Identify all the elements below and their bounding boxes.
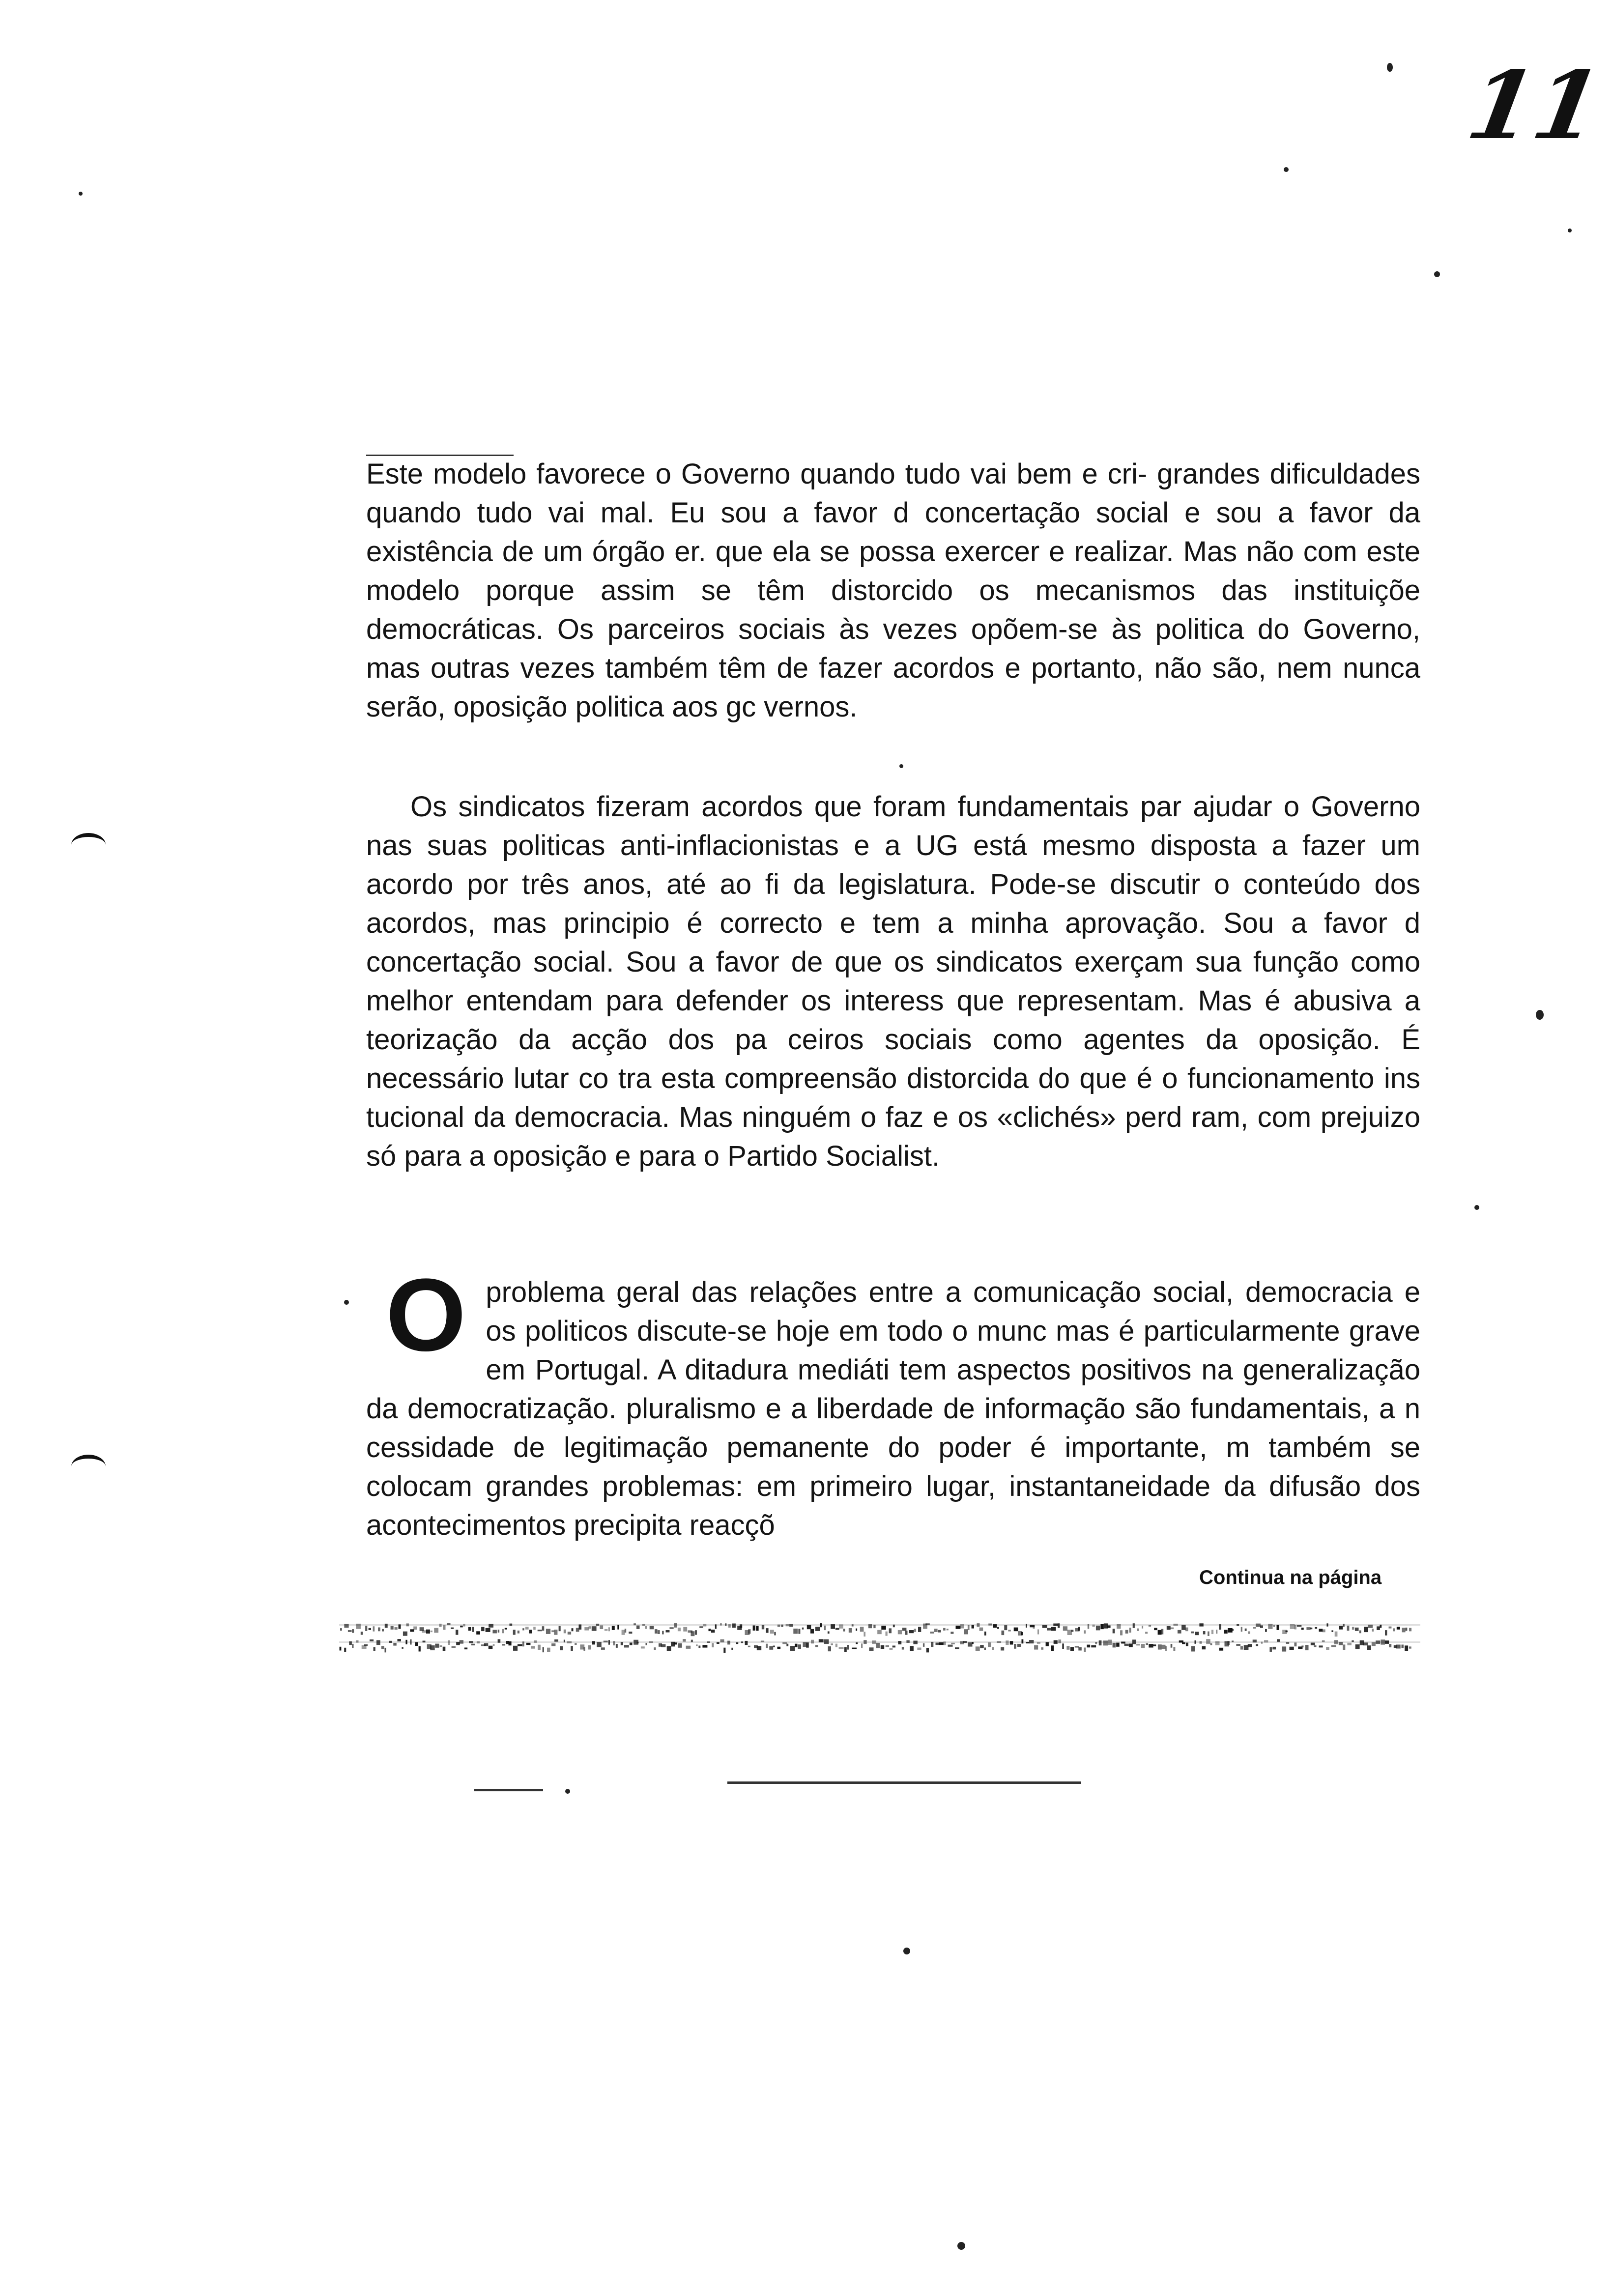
scan-noise-band (339, 1619, 1420, 1654)
scan-speck (1474, 1205, 1479, 1210)
scan-speck (1568, 229, 1572, 232)
scan-speck (565, 1789, 570, 1794)
scan-rule-top (366, 455, 514, 456)
scan-mark-left-1 (71, 833, 106, 857)
scan-speck (1387, 63, 1393, 72)
scan-speck (1536, 1010, 1544, 1020)
scan-mark-left-2 (71, 1455, 106, 1478)
scan-rule-bottom (727, 1781, 1081, 1784)
scan-speck (79, 192, 83, 196)
scan-speck (899, 764, 903, 768)
article-paragraph-1 (366, 455, 1420, 726)
drop-cap-initial: O (386, 1257, 466, 1373)
scan-speck (344, 1300, 349, 1305)
continuation-note: Continua na página (1199, 1567, 1382, 1588)
paragraph-text: problema geral das relações entre a comunicação social, democracia e os politicos discute-se hoje em todo o munc mas é particularmente grave em Portugal. A ditadura mediáti tem aspectos positivos na generalização da democratização. pluralismo e a liberdade de informação são fundamentais, a n cessidade de legitimação pemanente do poder é importante, m também se colocam grandes problemas: em primeiro lugar, instantaneidade da difusão dos acontecimentos precipita reacçõ (366, 1276, 1420, 1541)
page-number: 11 (1460, 51, 1610, 160)
scan-speck (957, 2242, 965, 2250)
scan-speck (1434, 271, 1440, 277)
paragraph-text: Os sindicatos fizeram acordos que foram fundamentais par ajudar o Governo nas suas politicas anti-inflacionistas e a UG está mesmo disposta a fazer um acordo por três anos, até ao fi da legislatura. Pode-se discutir o conteúdo dos acordos, mas principio é correcto e tem a minha aprovação. Sou a favor d concertação social. Sou a favor de que os sindicatos exerçam sua função como melhor entendam para defender os interess que representam. Mas é abusiva a teorização da acção dos pa ceiros sociais como agentes da oposição. É necessário lutar co tra esta compreensão distorcida do que é o funcionamento ins tucional da democracia. Mas ninguém o faz e os «clichés» perd ram, com prejuizo só para a oposição e para o Partido Socialist. (366, 791, 1420, 1172)
paragraph-text: Este modelo favorece o Governo quando tudo vai bem e cri- grandes dificuldades quando tudo vai mal. Eu sou a favor d concertação social e sou a favor da existência de um órgão er. que ela se possa exercer e realizar. Mas não com este modelo porque assim se têm distorcido os mecanismos das instituiçõe democráticas. Os parceiros sociais às vezes opõem-se às politica do Governo, mas outras vezes também têm de fazer acordos e portanto, não são, nem nunca serão, oposição politica aos gc vernos. (366, 458, 1420, 723)
scan-speck (903, 1948, 910, 1954)
scan-speck (1284, 167, 1289, 172)
article-paragraph-dropcap (366, 1257, 1420, 1545)
article-paragraph-2 (366, 787, 1420, 1176)
scan-rule-bottom-left (474, 1789, 543, 1791)
